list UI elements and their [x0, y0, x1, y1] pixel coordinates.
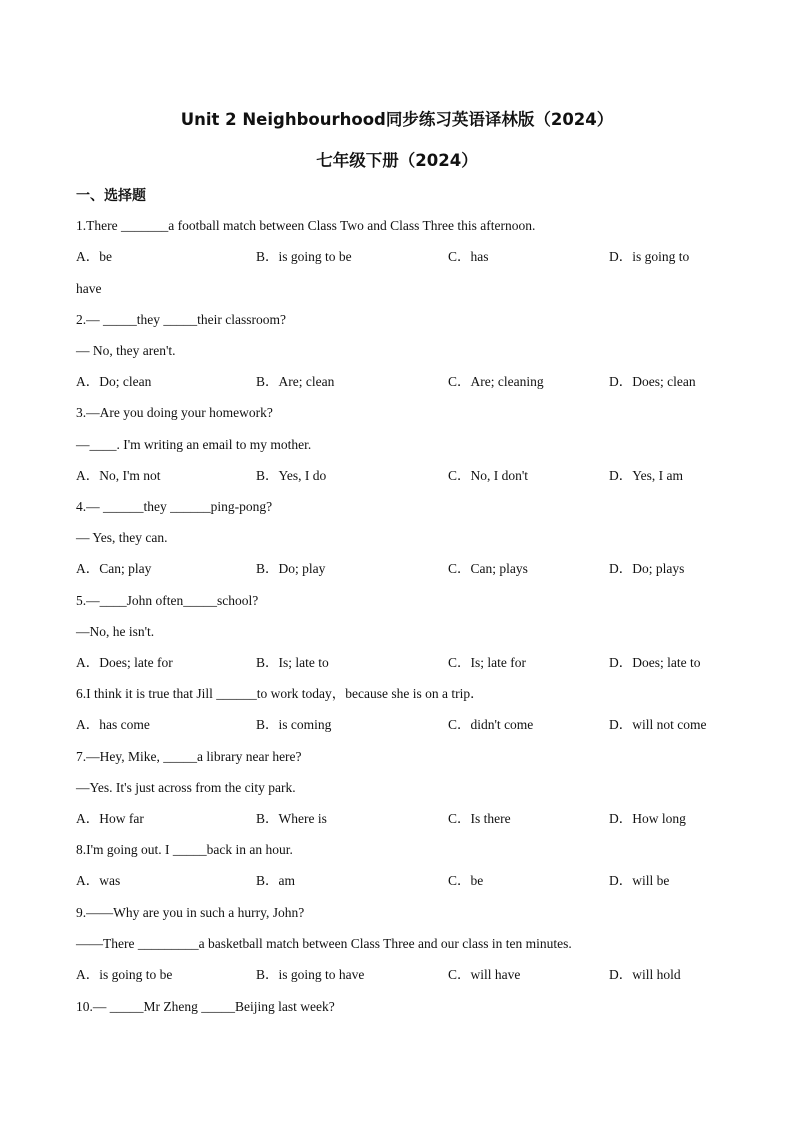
question-9-option-d: D．will hold [609, 967, 681, 982]
question-8-option-b: B．am [256, 873, 295, 888]
question-5-response: —No, he isn't. [76, 624, 155, 639]
question-1-option-c: C．has [448, 249, 489, 264]
question-1-option-d: D．is going to [609, 249, 690, 264]
document-title: Unit 2 Neighbourhood同步练习英语译林版（2024） [180, 110, 614, 129]
question-7-option-b: B．Where is [256, 811, 327, 826]
question-6-stem: 6.I think it is true that Jill ______to work today，because she is on a trip． [76, 686, 484, 701]
question-5-stem: 5.—____John often_____school? [76, 593, 259, 608]
question-3-option-c: C．No, I don't [448, 468, 529, 483]
question-4-response: — Yes, they can. [76, 530, 168, 545]
question-6-option-a: A．has come [76, 717, 150, 732]
question-3-stem: 3.—Are you doing your homework? [76, 405, 273, 420]
question-9-option-c: C．will have [448, 967, 521, 982]
question-2-option-a: A．Do; clean [76, 374, 152, 389]
question-2-response: — No, they aren't. [76, 343, 176, 358]
question-7-response: —Yes. It's just across from the city park. [76, 780, 296, 795]
question-3-option-b: B．Yes, I do [256, 468, 327, 483]
question-8-option-d: D．will be [609, 873, 670, 888]
question-8-option-c: C．be [448, 873, 484, 888]
question-8-option-a: A．was [76, 873, 121, 888]
question-10-stem: 10.— _____Mr Zheng _____Beijing last week? [76, 999, 335, 1014]
question-4-option-d: D．Do; plays [609, 561, 685, 576]
question-2-option-b: B．Are; clean [256, 374, 335, 389]
question-3-option-a: A．No, I'm not [76, 468, 161, 483]
question-7-option-d: D．How long [609, 811, 686, 826]
question-5-option-c: C．Is; late for [448, 655, 526, 670]
question-1-stem: 1.There _______a football match between Class Two and Class Three this afternoon. [76, 218, 536, 233]
question-9-option-a: A．is going to be [76, 967, 173, 982]
question-7-option-c: C．Is there [448, 811, 511, 826]
question-9-stem: 9.——Why are you in such a hurry, John? [76, 905, 305, 920]
question-6-option-d: D．will not come [609, 717, 707, 732]
question-9-option-b: B．is going to have [256, 967, 365, 982]
question-1-option-b: B．is going to be [256, 249, 352, 264]
section-heading: 一、选择题 [76, 188, 146, 204]
question-3-response: —____. I'm writing an email to my mother. [76, 437, 312, 452]
question-3-option-d: D．Yes, I am [609, 468, 684, 483]
question-6-option-c: C．didn't come [448, 717, 534, 732]
document-subtitle: 七年级下册（2024） [316, 151, 478, 170]
question-7-stem: 7.—Hey, Mike, _____a library near here? [76, 749, 302, 764]
question-7-option-a: A．How far [76, 811, 144, 826]
question-8-stem: 8.I'm going out. I _____back in an hour. [76, 842, 293, 857]
question-1-option-a: A．be [76, 249, 112, 264]
question-4-stem: 4.— ______they ______ping-pong? [76, 499, 273, 514]
question-5-option-a: A．Does; late for [76, 655, 173, 670]
question-4-option-b: B．Do; play [256, 561, 326, 576]
question-9-response: ——There _________a basketball match between Class Three and our class in ten minutes. [76, 936, 572, 951]
question-2-stem: 2.— _____they _____their classroom? [76, 312, 286, 327]
question-5-option-b: B．Is; late to [256, 655, 329, 670]
question-4-option-a: A．Can; play [76, 561, 152, 576]
question-2-option-d: D．Does; clean [609, 374, 696, 389]
question-6-option-b: B．is coming [256, 717, 332, 732]
question-1-option-d-wrap: have [76, 281, 102, 296]
question-2-option-c: C．Are; cleaning [448, 374, 544, 389]
question-5-option-d: D．Does; late to [609, 655, 701, 670]
question-4-option-c: C．Can; plays [448, 561, 528, 576]
